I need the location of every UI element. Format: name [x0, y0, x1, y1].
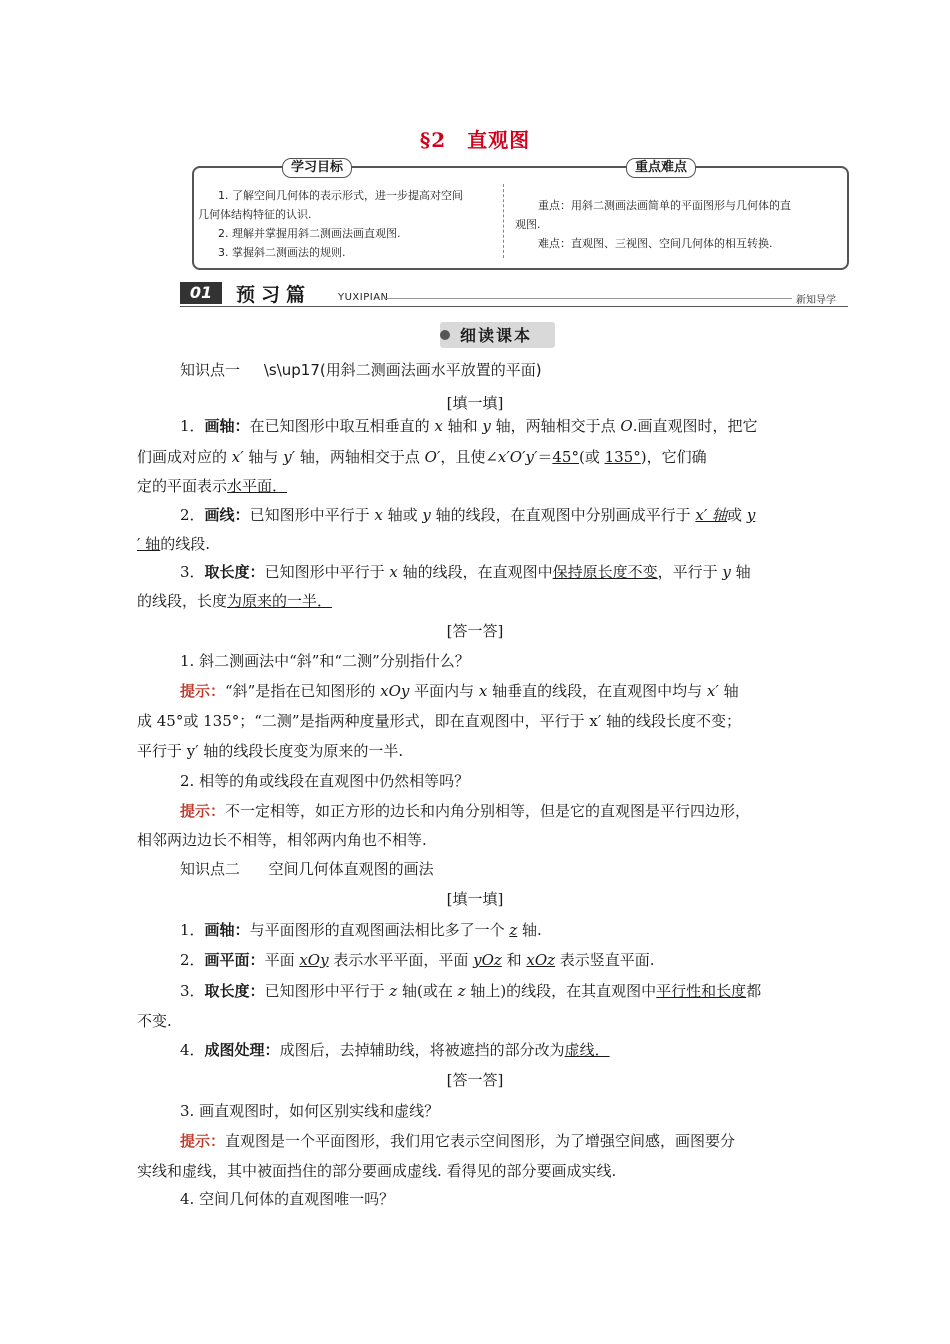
- subhead-title: 细读课本: [460, 326, 533, 345]
- paragraph-length-3d: 3．取长度：已知图形中平行于 z 轴(或在 z 轴上)的线段，在其直观图中平行性和长度都: [180, 982, 762, 1000]
- section-rule: [384, 298, 792, 299]
- section-pinyin: YUXIPIAN: [338, 292, 389, 303]
- hint-3-cont: 实线和虚线，其中被面挡住的部分要画成虚线. 看得见的部分要画成实线.: [137, 1162, 617, 1180]
- kp-title: 空间几何体直观图的画法: [268, 860, 434, 878]
- fill-heading: [填一填]: [446, 394, 504, 412]
- fill-heading-2: [填一填]: [446, 890, 504, 908]
- paragraph-plane: 2．画平面：平面 xOy 表示水平平面，平面 yOz 和 xOz 表示竖直平面.: [180, 951, 655, 969]
- question-3: 3. 画直观图时，如何区别实线和虚线？: [180, 1102, 440, 1120]
- hint-2: 提示：不一定相等，如正方形的边长和内角分别相等，但是它的直观图是平行四边形，: [180, 802, 751, 820]
- objective-line: 3. 掌握斜二测画法的规则.: [218, 246, 346, 259]
- section-tagline: 新知导学: [796, 295, 836, 306]
- question-2: 2. 相等的角或线段在直观图中仍然相等吗？: [180, 772, 470, 790]
- hint-2-cont: 相邻两边边长不相等，相邻两内角也不相等.: [137, 831, 427, 849]
- hint-1-cont: 成 45°或 135°；“二测”是指两种度量形式，即在直观图中，平行于 x′ 轴的线段长度不变；: [137, 712, 741, 730]
- key-points-tag: 重点难点: [626, 158, 696, 178]
- question-1: 1. 斜二测画法中“斜”和“二测”分别指什么？: [180, 652, 470, 670]
- answer-heading-2: [答一答]: [446, 1071, 504, 1089]
- hint-1: 提示：“斜”是指在已知图形的 xOy 平面内与 x 轴垂直的线段，在直观图中均与 x′ 轴: [180, 682, 739, 700]
- section-number: 01: [180, 282, 222, 304]
- paragraph-finish: 4．成图处理：成图后，去掉辅助线，将被遮挡的部分改为虚线．: [180, 1041, 610, 1059]
- kp-title: \s\up17(用斜二测画法画水平放置的平面): [263, 361, 542, 379]
- paragraph-line-cont: ′ 轴的线段.: [137, 535, 210, 553]
- bullet-icon: [440, 330, 450, 340]
- paragraph-length-3d-cont: 不变.: [137, 1012, 172, 1030]
- kp-label: 知识点二: [180, 860, 241, 878]
- answer-heading: [答一答]: [446, 622, 504, 640]
- paragraph-axis: 1．画轴：在已知图形中取互相垂直的 x 轴和 y 轴，两轴相交于点 O.画直观图时，把它: [180, 417, 758, 435]
- kp-label: 知识点一: [180, 361, 241, 379]
- paragraph-line: 2．画线：已知图形中平行于 x 轴或 y 轴的线段，在直观图中分别画成平行于 x′ 轴或 y: [180, 506, 756, 524]
- question-4: 4. 空间几何体的直观图唯一吗？: [180, 1190, 395, 1208]
- knowledge-point-2: [180, 859, 434, 879]
- knowledge-point-1: [180, 360, 542, 380]
- objective-line: 2. 理解并掌握用斜二测画法画直观图.: [218, 227, 401, 240]
- objectives-tag: 学习目标: [282, 158, 352, 178]
- paragraph-length: 3．取长度：已知图形中平行于 x 轴的线段，在直观图中保持原长度不变，平行于 y 轴: [180, 563, 751, 581]
- key-point-line: 重点：用斜二测画法画简单的平面图形与几何体的直: [538, 199, 791, 212]
- paragraph-axis-cont: 们画成对应的 x′ 轴与 y′ 轴，两轴相交于点 O′，且使∠x′O′y′＝45°(或 135°)，它们确: [137, 448, 707, 466]
- section-title: 预习篇: [236, 284, 312, 306]
- section-underline: [180, 306, 848, 307]
- objective-line: 几何体结构特征的认识.: [198, 208, 312, 221]
- hint-1-cont: 平行于 y′ 轴的线段长度变为原来的一半.: [137, 742, 404, 760]
- box-divider: [503, 184, 504, 258]
- page-title: §2 直观图: [419, 128, 531, 152]
- paragraph-length-cont: 的线段，长度为原来的一半．: [137, 592, 333, 610]
- paragraph-axis-3d: 1．画轴：与平面图形的直观图画法相比多了一个 z 轴.: [180, 921, 542, 939]
- hint-3: 提示：直观图是一个平面图形，我们用它表示空间图形，为了增强空间感，画图要分: [180, 1132, 736, 1150]
- paragraph-axis-cont: 定的平面表示水平面．: [137, 477, 288, 495]
- objective-line: 1. 了解空间几何体的表示形式，进一步提高对空间: [218, 189, 463, 202]
- key-point-line: 难点：直观图、三视图、空间几何体的相互转换.: [538, 237, 773, 250]
- key-point-line: 观图.: [515, 218, 541, 231]
